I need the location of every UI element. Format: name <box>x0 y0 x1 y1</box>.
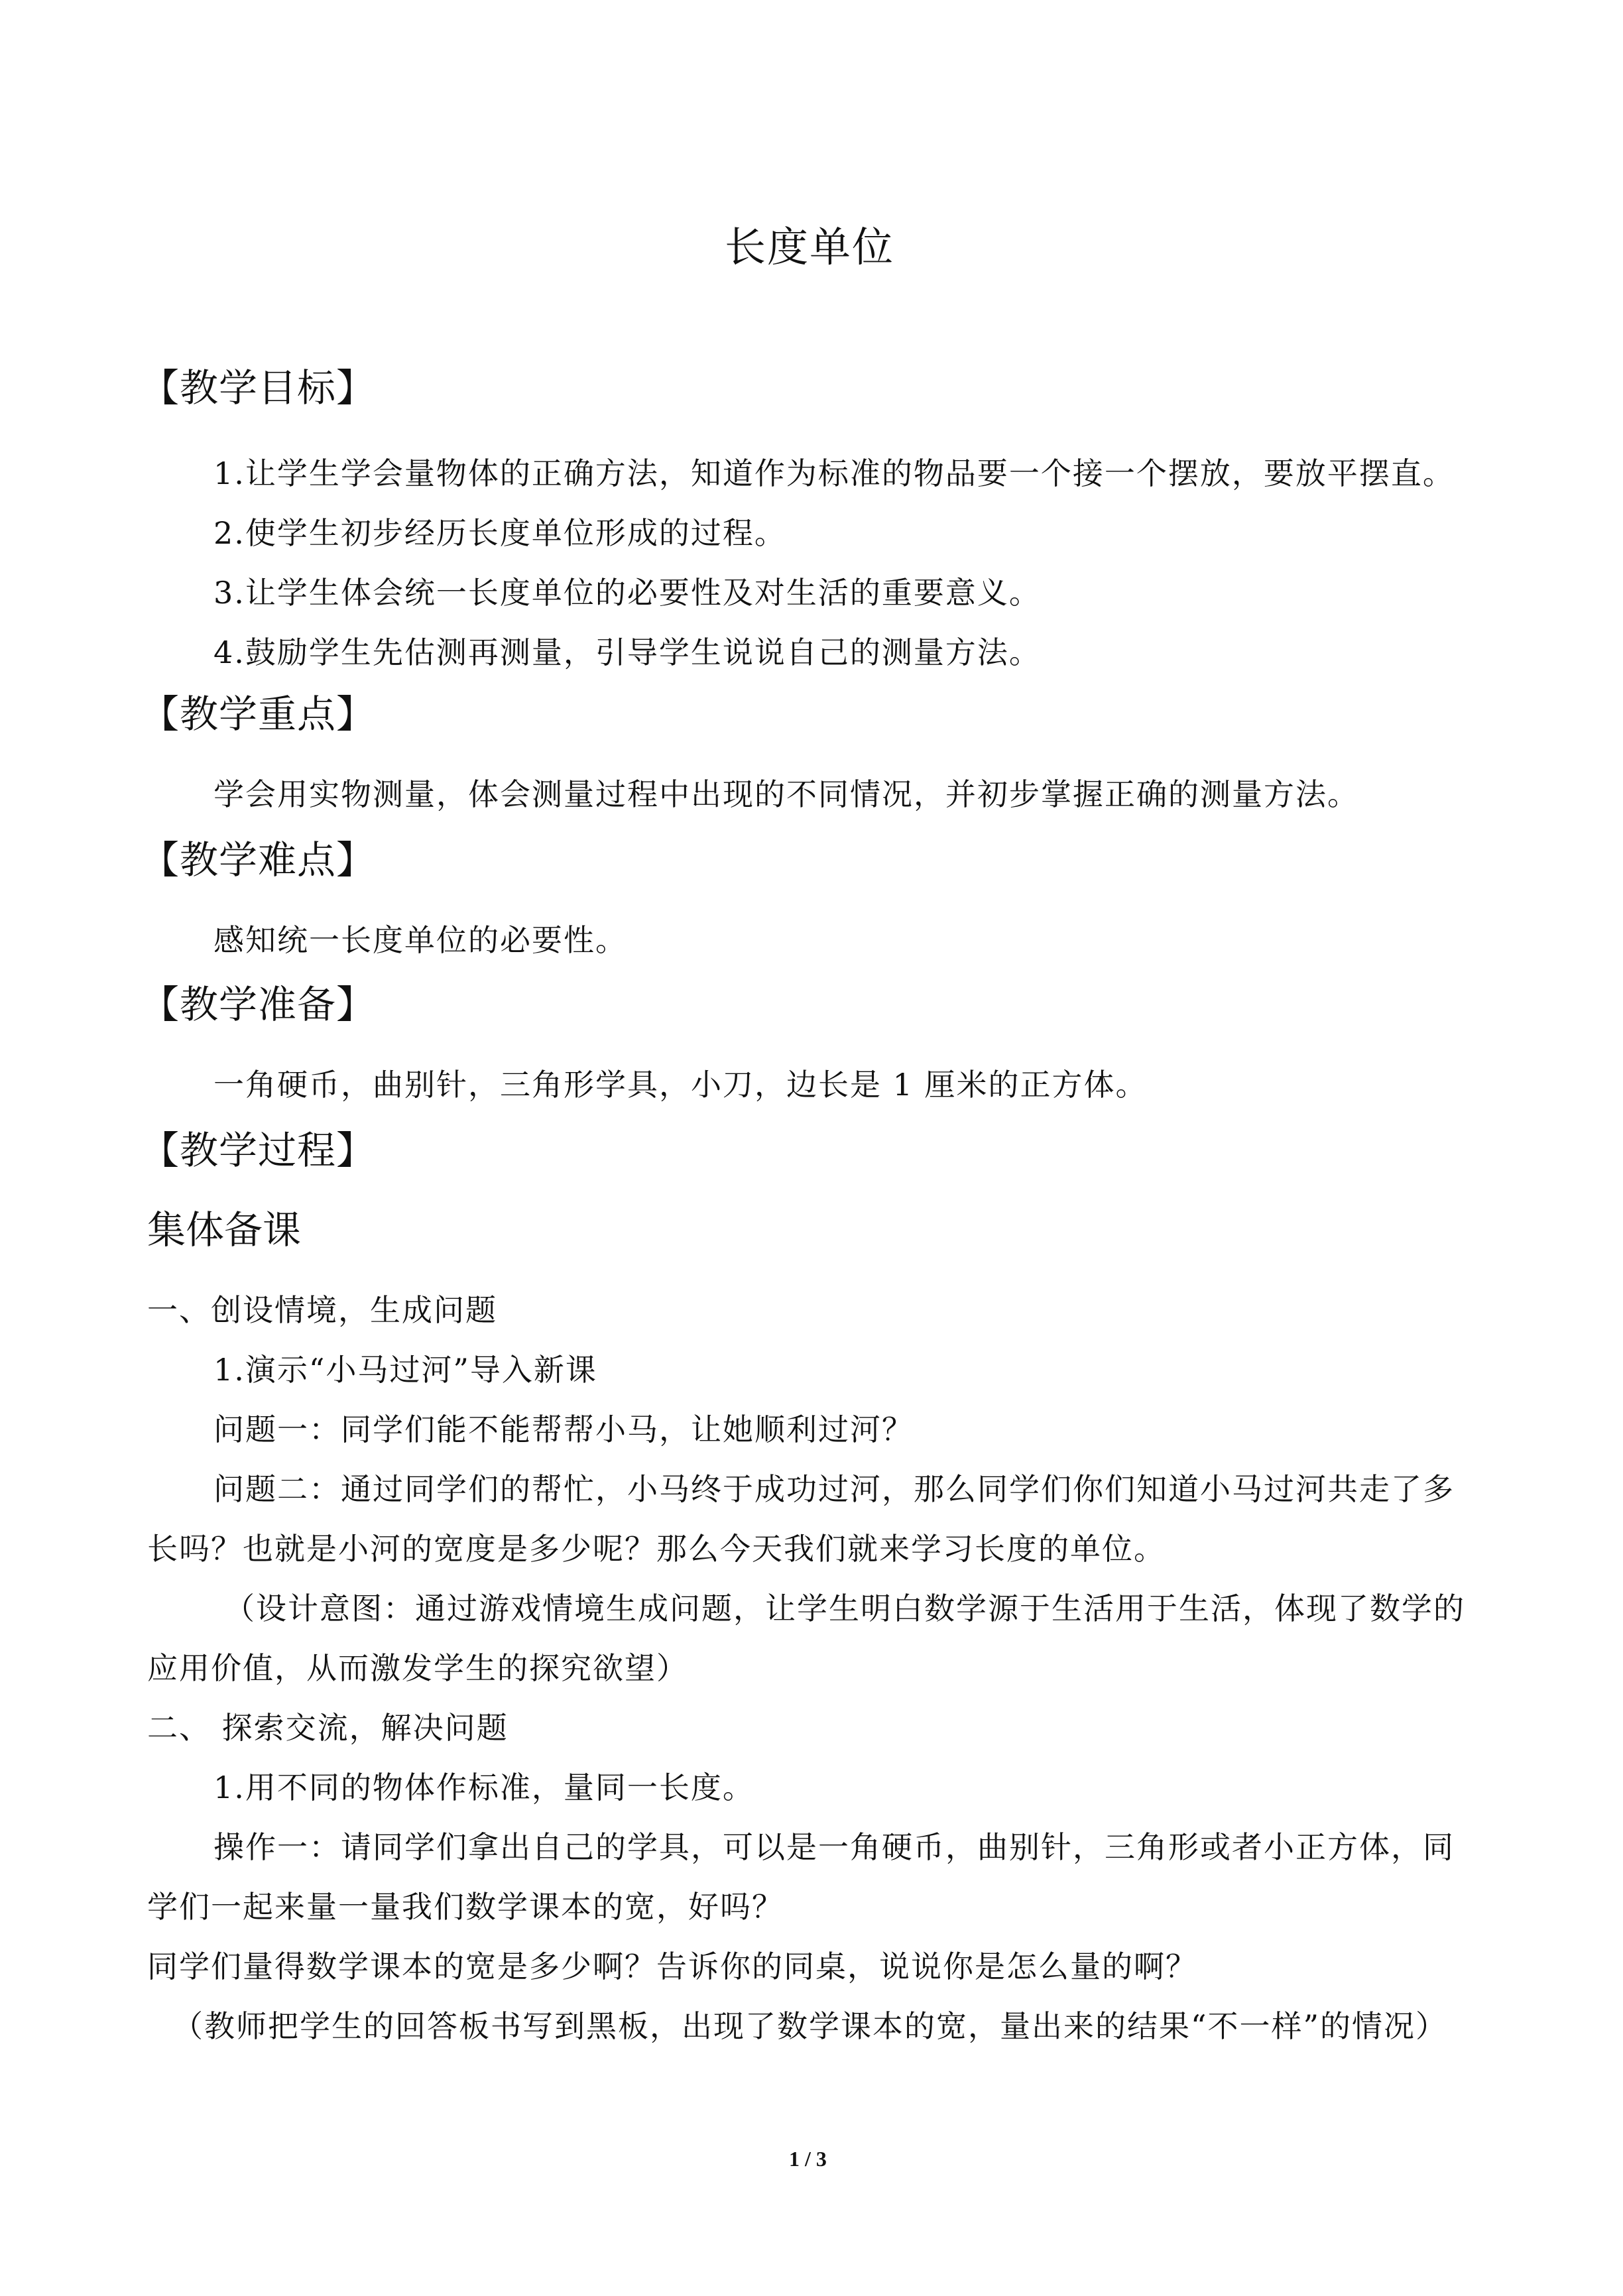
section-heading-process: 【教学过程】 <box>141 1128 376 1173</box>
goal-item-1: 1.让学生学会量物体的正确方法，知道作为标准的物品要一个接一个摆放，要放平摆直。 <box>213 455 1455 491</box>
process-line-6: （设计意图：通过游戏情境生成问题，让学生明白数学源于生活用于生活，体现了数学的 <box>224 1591 1465 1626</box>
process-subheading: 集体备课 <box>147 1207 302 1252</box>
goal-item-3: 3.让学生体会统一长度单位的必要性及对生活的重要意义。 <box>213 575 1041 611</box>
section-heading-key-points: 【教学重点】 <box>141 692 376 737</box>
process-line-5: 长吗？也就是小河的宽度是多少呢？那么今天我们就来学习长度的单位。 <box>147 1531 1166 1567</box>
process-line-3: 问题一：同学们能不能帮帮小马，让她顺利过河？ <box>213 1412 914 1447</box>
goal-item-4: 4.鼓励学生先估测再测量，引导学生说说自己的测量方法。 <box>213 634 1041 670</box>
process-line-4: 问题二：通过同学们的帮忙，小马终于成功过河，那么同学们你们知道小马过河共走了多 <box>213 1471 1455 1507</box>
process-line-1: 一、创设情境，生成问题 <box>147 1292 497 1328</box>
process-line-9: 1.用不同的物体作标准，量同一长度。 <box>213 1770 754 1805</box>
key-points-text: 学会用实物测量，体会测量过程中出现的不同情况，并初步掌握正确的测量方法。 <box>213 776 1359 812</box>
process-line-13: （教师把学生的回答板书写到黑板，出现了数学课本的宽，量出来的结果“不一样”的情况） <box>172 2008 1448 2044</box>
process-line-2: 1.演示“小马过河”导入新课 <box>213 1352 597 1388</box>
difficulties-text: 感知统一长度单位的必要性。 <box>213 922 627 958</box>
process-line-10: 操作一：请同学们拿出自己的学具，可以是一角硬币，曲别针，三角形或者小正方体，同 <box>213 1829 1455 1865</box>
process-line-8: 二、 探索交流，解决问题 <box>147 1710 509 1746</box>
process-line-7: 应用价值，从而激发学生的探究欲望） <box>147 1650 688 1686</box>
section-heading-goals: 【教学目标】 <box>141 365 376 410</box>
preparation-text: 一角硬币，曲别针，三角形学具，小刀，边长是 1 厘米的正方体。 <box>213 1067 1148 1103</box>
process-line-12: 同学们量得数学课本的宽是多少啊？告诉你的同桌，说说你是怎么量的啊？ <box>147 1949 1197 1984</box>
section-heading-difficulties: 【教学难点】 <box>141 837 376 882</box>
section-heading-preparation: 【教学准备】 <box>141 982 376 1027</box>
goal-item-2: 2.使学生初步经历长度单位形成的过程。 <box>213 515 786 551</box>
document-title: 长度单位 <box>725 223 895 271</box>
process-line-11: 学们一起来量一量我们数学课本的宽，好吗？ <box>147 1889 784 1925</box>
page-number: 1 / 3 <box>789 2147 827 2171</box>
